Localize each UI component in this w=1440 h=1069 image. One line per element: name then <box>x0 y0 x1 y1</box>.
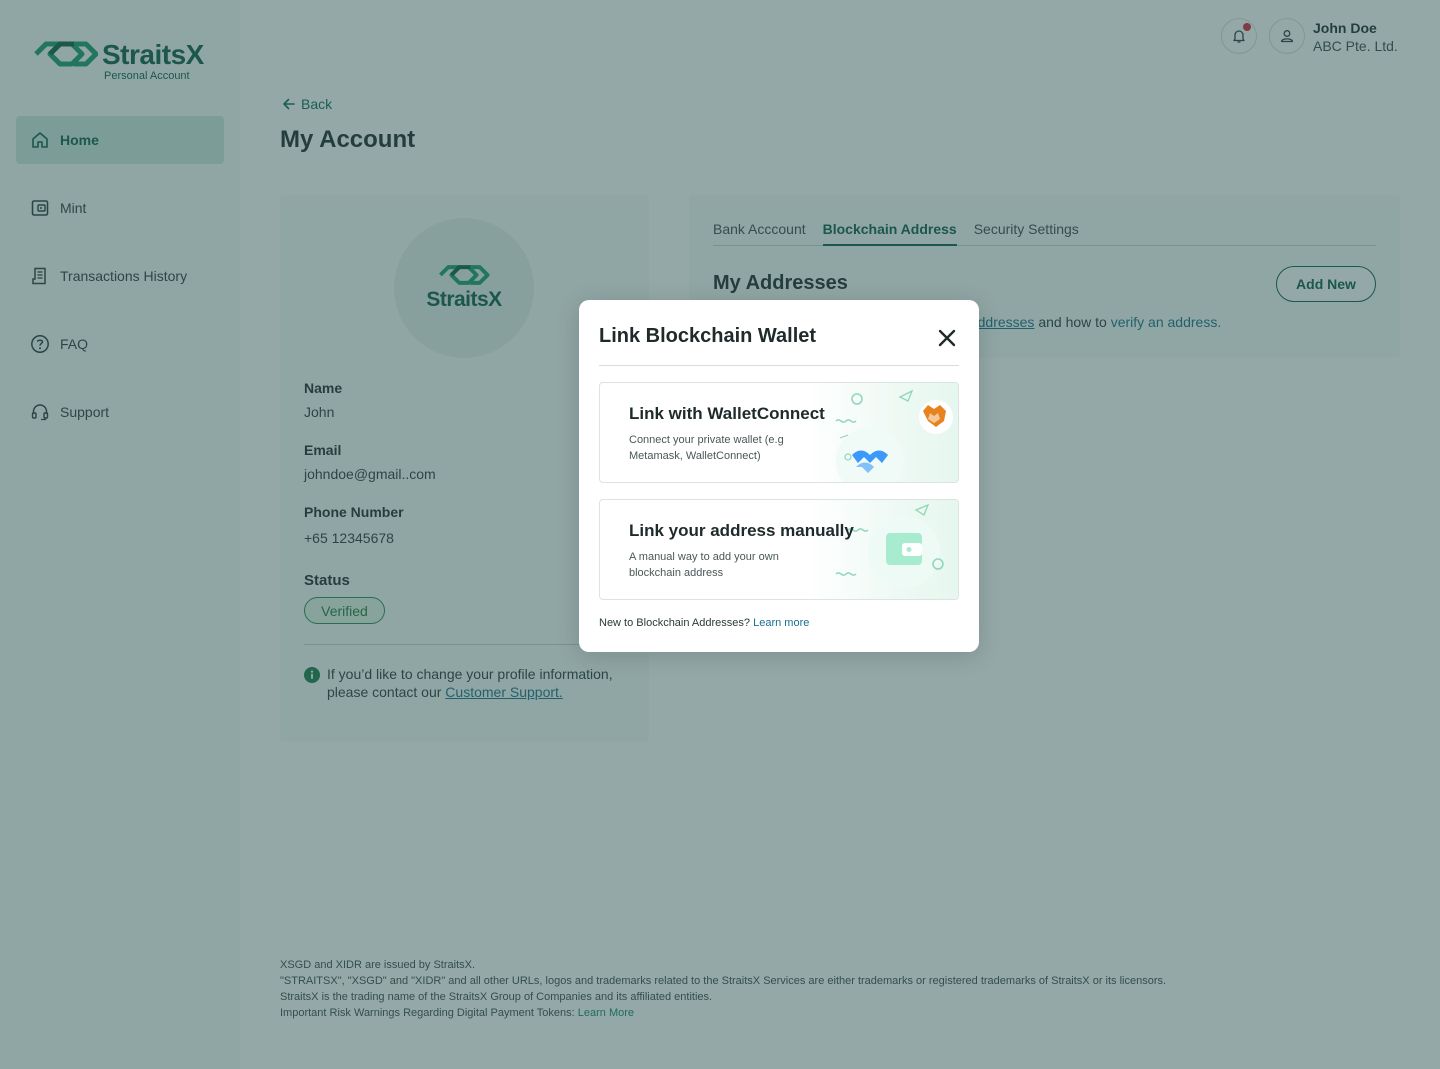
modal-footer <box>599 617 809 629</box>
modal-footer-text: New to Blockchain Addresses? <box>599 617 754 629</box>
option-description: Connect your private wallet (e.g Metamask, WalletConnect) <box>629 434 784 462</box>
link-wallet-modal <box>579 300 979 652</box>
wallet-illustration-icon <box>828 500 958 600</box>
close-icon[interactable] <box>936 327 958 349</box>
walletconnect-illustration-icon <box>828 383 958 483</box>
option-description: A manual way to add your own blockchain address <box>629 551 779 579</box>
walletconnect-option[interactable] <box>599 382 959 483</box>
manual-address-option[interactable] <box>599 499 959 600</box>
modal-title: Link Blockchain Wallet <box>599 325 817 347</box>
option-title: Link your address manually <box>629 521 854 540</box>
learn-more-link[interactable]: Learn more <box>753 617 810 629</box>
modal-divider <box>599 365 959 366</box>
option-title: Link with WalletConnect <box>629 404 825 423</box>
